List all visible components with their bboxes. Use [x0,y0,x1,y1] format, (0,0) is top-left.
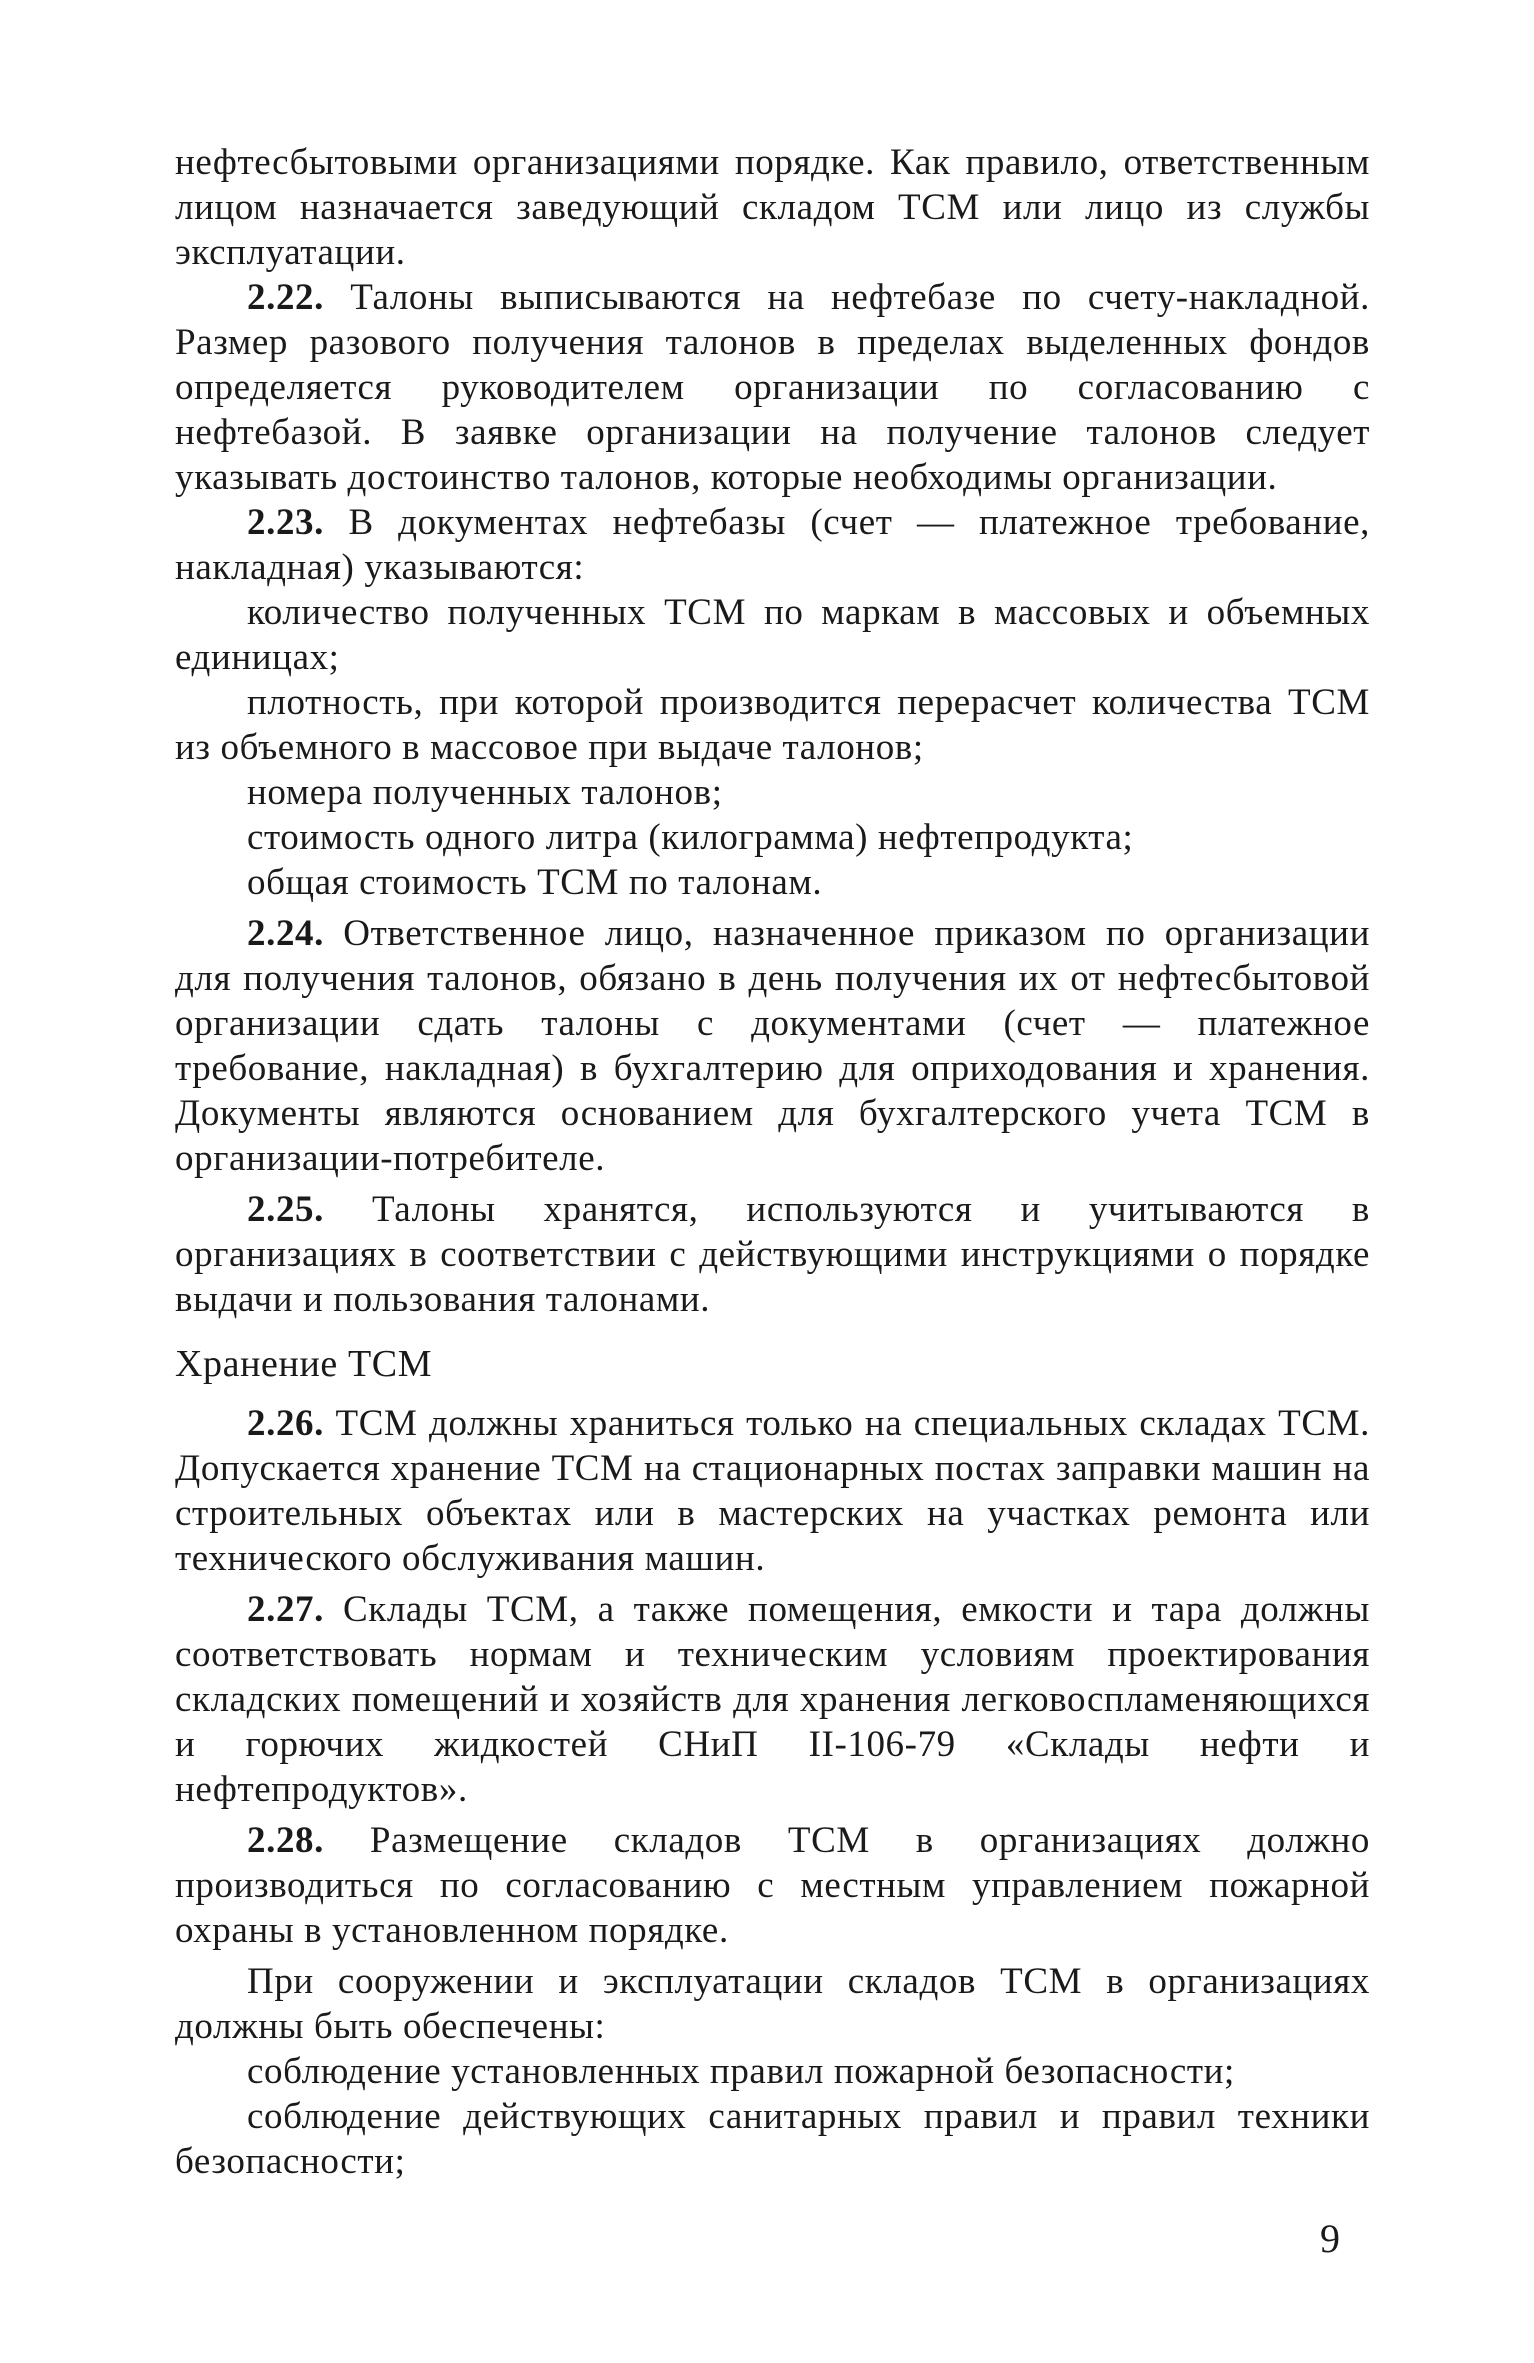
clause-text: Склады ТСМ, а также помещения, емкости и тара должны соответствовать нормам и техническим условиям проектирования складских помещений и хозяйств для хранения легковоспламеняющихся и горючих жидкостей СНиП II-106-79 «Склады нефти и нефтепродуктов». [175,1589,1370,1810]
clause-2-25 [175,1187,1370,1322]
closing-paragraph: При сооружении и эксплуатации складов ТСМ в организациях должны быть обеспечены: [175,1961,1370,2047]
clause-number: 2.28. [247,1820,324,1861]
clause-text: Талоны хранятся, используются и учитываются в организациях в соответствии с действующими инструкциями о порядке выдачи и пользования талонами. [175,1189,1370,1320]
clause-text: Талоны выписываются на нефтебазе по счету-накладной. Размер разового получения талонов в пределах выделенных фондов определяется руководителем организации по согласованию с нефтебазой. В заявке организации на получение талонов следует указывать достоинство талонов, которые необходимы организации. [175,277,1370,498]
clause-2-23 [175,500,1370,590]
clause-text: В документах нефтебазы (счет — платежное требование, накладная) указываются: [175,502,1371,588]
clause-text: Ответственное лицо, назначенное приказом по организации для получения талонов, обязано в день получения их от нефтесбытовой организации сдать талоны с документами (счет — платежное требование, накладная) в бухгалтерию для оприходования и хранения. Документы являются основанием для бухгалтерского учета ТСМ в организации-потребителе. [175,913,1370,1179]
clause-number: 2.27. [247,1589,324,1630]
clause-2-28 [175,1818,1370,1953]
clause-text: ТСМ должны храниться только на специальных складах ТСМ. Допускается хранение ТСМ на стационарных постах заправки машин на строительных объектах или в мастерских на участках ремонта или технического обслуживания машин. [175,1403,1370,1579]
list-item: соблюдение действующих санитарных правил и правил техники безопасности; [175,2096,1370,2182]
document-page [175,140,1370,2184]
list-item: номера полученных талонов; [247,772,723,813]
clause-2-24 [175,911,1370,1181]
clause-2-26 [175,1401,1370,1581]
clause-number: 2.25. [247,1189,324,1230]
clause-2-22 [175,275,1370,500]
clause-2-27 [175,1587,1370,1812]
clause-number: 2.24. [247,913,324,954]
clause-number: 2.22. [247,277,324,318]
clause-number: 2.23. [247,502,324,543]
list-item: соблюдение установленных правил пожарной безопасности; [247,2051,1235,2092]
clause-number: 2.26. [247,1403,324,1444]
intro-paragraph: нефтесбытовыми организациями порядке. Как правило, ответственным лицом назначается заведующий складом ТСМ или лицо из службы эксплуатации. [175,142,1370,273]
section-heading: Хранение ТСМ [175,1343,433,1385]
list-item: общая стоимость ТСМ по талонам. [247,862,823,903]
page-number: 9 [1320,2216,1340,2261]
list-item: количество полученных ТСМ по маркам в массовых и объемных единицах; [175,592,1370,678]
list-item: стоимость одного литра (килограмма) нефтепродукта; [247,817,1134,858]
clause-text: Размещение складов ТСМ в организациях должно производиться по согласованию с местным управлением пожарной охраны в установленном порядке. [175,1820,1370,1951]
list-item: плотность, при которой производится перерасчет количества ТСМ из объемного в массовое при выдаче талонов; [175,682,1370,768]
